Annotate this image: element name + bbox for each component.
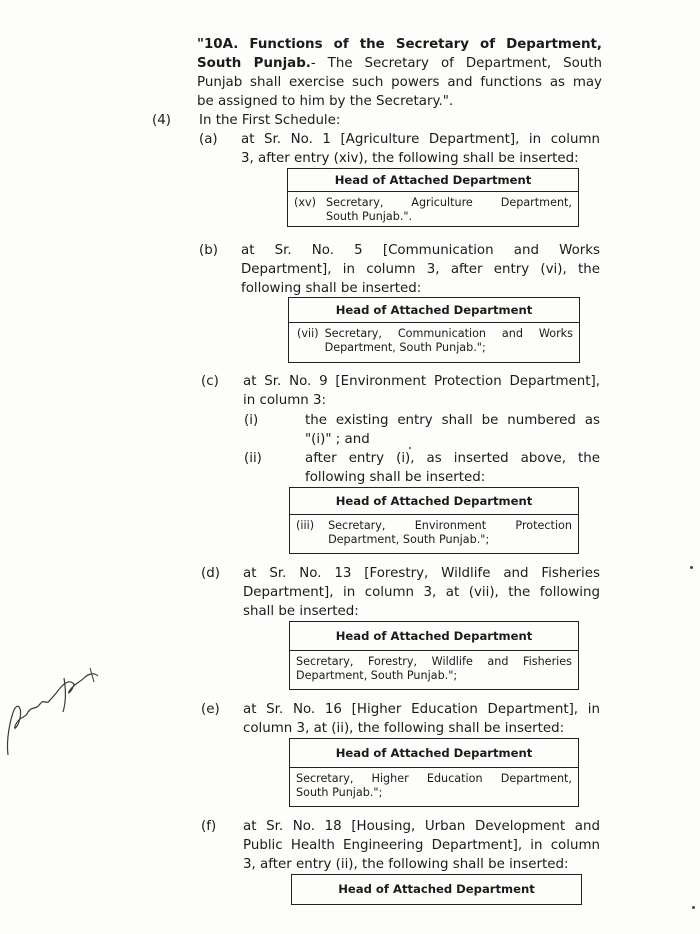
item-f-line3: 3, after entry (ii), the following shall be inserted: bbox=[243, 857, 569, 872]
item-c-sub-i-label: (i) bbox=[244, 413, 259, 428]
item-c-label: (c) bbox=[201, 374, 219, 389]
table-e-entry-line2: South Punjab."; bbox=[296, 786, 383, 799]
scan-speck bbox=[409, 447, 411, 449]
item-c-sub-i-line2: "(i)" ; and bbox=[305, 432, 370, 447]
item-c-line1: at Sr. No. 9 [Environment Protection Department], bbox=[243, 374, 600, 389]
table-e bbox=[289, 738, 579, 807]
item-e-line2: column 3, at (ii), the following shall be inserted: bbox=[243, 721, 565, 736]
item-b-label: (b) bbox=[199, 243, 218, 258]
item-c-sub-ii-line1: after entry (i), as inserted above, the bbox=[305, 451, 600, 466]
table-b-header: Head of Attached Department bbox=[289, 298, 579, 323]
table-d bbox=[289, 621, 579, 690]
table-b-entry-number: (vii) bbox=[297, 327, 319, 340]
item-a-line1: at Sr. No. 1 [Agriculture Department], in column bbox=[241, 132, 600, 147]
para-4-text: In the First Schedule: bbox=[199, 113, 341, 128]
table-a-row bbox=[288, 192, 578, 228]
table-c bbox=[289, 487, 579, 554]
table-d-row bbox=[290, 651, 578, 687]
item-b-line1: at Sr. No. 5 [Communication and Works bbox=[241, 243, 600, 258]
table-d-entry-line2: Department, South Punjab."; bbox=[296, 669, 458, 682]
section-heading-line2: South Punjab.- The Secretary of Department, South bbox=[197, 56, 602, 71]
item-a-line2: 3, after entry (xiv), the following shall be inserted: bbox=[241, 151, 579, 166]
table-a-header: Head of Attached Department bbox=[288, 169, 578, 192]
table-c-header: Head of Attached Department bbox=[290, 488, 578, 515]
item-c-sub-ii-line2: following shall be inserted: bbox=[305, 470, 486, 485]
item-a-label: (a) bbox=[199, 132, 218, 147]
handwritten-signature bbox=[0, 660, 110, 760]
item-d-label: (d) bbox=[201, 566, 220, 581]
item-d-line3: shall be inserted: bbox=[243, 604, 359, 619]
table-d-header: Head of Attached Department bbox=[290, 622, 578, 651]
item-c-sub-ii-label: (ii) bbox=[244, 451, 262, 466]
section-text-line3: Punjab shall exercise such powers and functions as may bbox=[197, 75, 602, 90]
item-e-label: (e) bbox=[201, 702, 220, 717]
table-c-entry-line1: Secretary, Environment Protection bbox=[328, 519, 572, 532]
table-e-row bbox=[290, 768, 578, 804]
item-b-line3: following shall be inserted: bbox=[241, 281, 422, 296]
item-c-line2: in column 3: bbox=[243, 393, 327, 408]
table-f bbox=[291, 874, 582, 905]
table-b-entry-line1: Secretary, Communication and Works bbox=[324, 327, 573, 340]
table-a bbox=[287, 168, 579, 227]
table-a-entry-number: (xv) bbox=[294, 196, 316, 209]
item-c-sub-i-line1: the existing entry shall be numbered as bbox=[305, 413, 600, 428]
table-e-entry-line1: Secretary, Higher Education Department, bbox=[296, 772, 572, 785]
scan-speck bbox=[690, 566, 693, 569]
table-a-entry-line1: Secretary, Agriculture Department, bbox=[325, 196, 572, 209]
table-b-entry-line2: Department, South Punjab."; bbox=[324, 341, 486, 354]
table-b-row bbox=[289, 323, 579, 359]
table-b bbox=[288, 297, 580, 363]
table-a-entry-line2: South Punjab.". bbox=[325, 210, 413, 223]
section-heading-line1: "10A. Functions of the Secretary of Department, bbox=[197, 37, 602, 52]
item-f-line1: at Sr. No. 18 [Housing, Urban Development and bbox=[243, 819, 600, 834]
scan-speck bbox=[692, 906, 695, 909]
item-d-line1: at Sr. No. 13 [Forestry, Wildlife and Fisheries bbox=[243, 566, 600, 581]
item-b-line2: Department], in column 3, after entry (vi), the bbox=[241, 262, 600, 277]
item-f-label: (f) bbox=[201, 819, 217, 834]
item-e-line1: at Sr. No. 16 [Higher Education Department], in bbox=[243, 702, 600, 717]
table-f-header: Head of Attached Department bbox=[338, 882, 535, 896]
item-f-line2: Public Health Engineering Department], in column bbox=[243, 838, 600, 853]
table-d-entry-line1: Secretary, Forestry, Wildlife and Fisheries bbox=[296, 655, 572, 668]
table-c-entry-number: (iii) bbox=[296, 519, 315, 532]
table-c-entry-line2: Department, South Punjab."; bbox=[328, 533, 490, 546]
table-c-row bbox=[290, 515, 578, 551]
item-d-line2: Department], in column 3, at (vii), the following bbox=[243, 585, 600, 600]
table-e-header: Head of Attached Department bbox=[290, 739, 578, 768]
section-text-line4: be assigned to him by the Secretary.". bbox=[197, 94, 454, 109]
para-4-number: (4) bbox=[152, 113, 171, 128]
